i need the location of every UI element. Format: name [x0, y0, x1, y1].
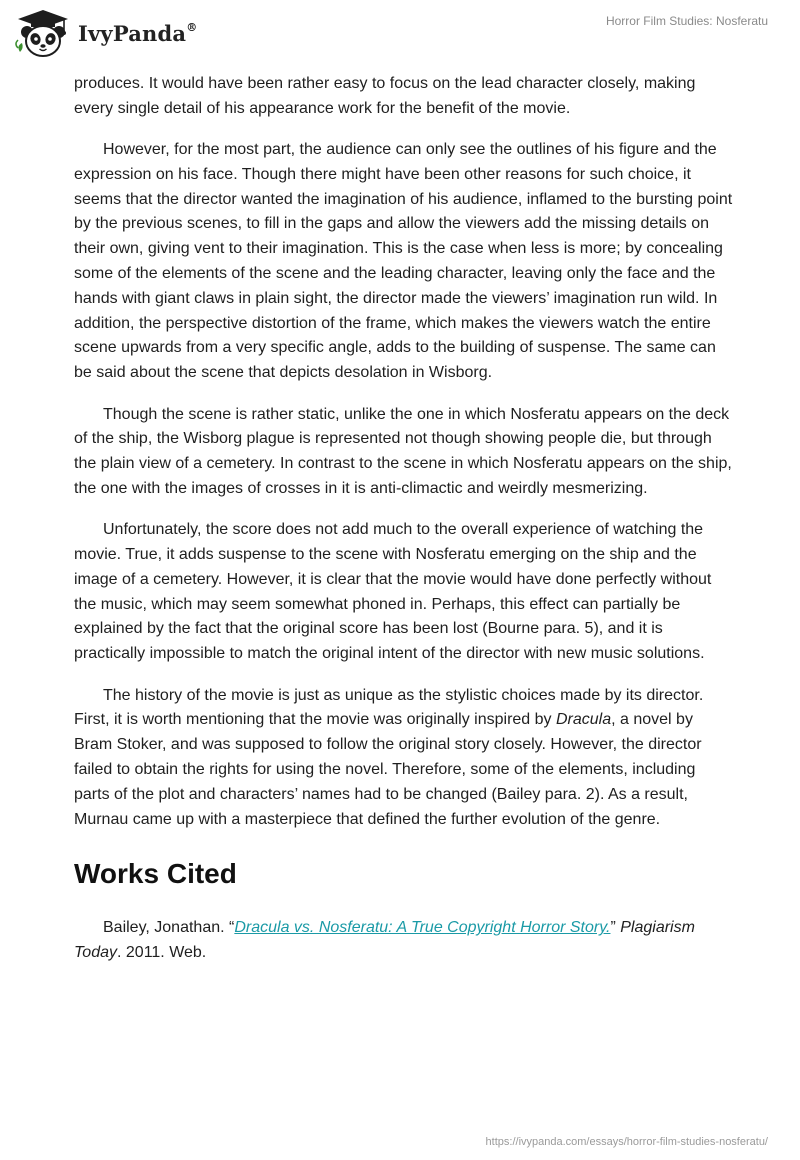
paragraph: produces. It would have been rather easy to focus on the lead character closely, making every single detail of his appearance work for the benefit of the movie.	[74, 75, 696, 117]
paragraph: Though the scene is rather static, unlike the one in which Nosferatu appears on the deck of the ship, the Wisborg plague is represented not though showing people die, but through the plain view of a cemetery. In contrast to the scene in which Nosferatu appears on the ship, the one with the images of crosses in it is anti-climactic and weirdly mesmerizing.	[74, 405, 732, 497]
panda-graduate-icon	[14, 8, 72, 58]
essay-content	[74, 72, 734, 982]
footer-url: https://ivypanda.com/essays/horror-film-studies-nosferatu/	[485, 1136, 768, 1148]
publication-name: Plagiarism Today	[74, 919, 695, 962]
document-title: Horror Film Studies: Nosferatu	[605, 14, 768, 28]
works-cited-heading: Works Cited	[74, 858, 237, 890]
paragraph: The history of the movie is just as unique as the stylistic choices made by its director. First, it is worth mentioning that the movie was originally inspired by Dracula, a novel by Bram Stoker, and was supposed to follow the original story closely. However, the director failed to obtain the rights for using the novel. Therefore, some of the elements, including parts of the plot and characters’ names had to be changed (Bailey para. 2). As a result, Murnau came up with a masterpiece that defined the further evolution of the genre.	[74, 686, 704, 828]
citation-link[interactable]: Dracula vs. Nosferatu: A True Copyright Horror Story.	[234, 919, 611, 937]
ivypanda-logo[interactable]	[14, 9, 197, 57]
page-header	[0, 0, 800, 70]
citation-entry: Bailey, Jonathan. “Dracula vs. Nosferatu: A True Copyright Horror Story.” Plagiarism Today. 2011. Web.	[74, 919, 695, 962]
paragraph: Unfortunately, the score does not add much to the overall experience of watching the movie. True, it adds suspense to the scene with Nosferatu emerging on the ship and the image of a cemetery. However, it is clear that the movie would have done perfectly without the music, which may seem somewhat phoned in. Perhaps, this effect can partially be explained by the fact that the original score has been lost (Bourne para. 5), and it is practically impossible to match the original intent of the director with new music solutions.	[74, 521, 712, 663]
paragraph: However, for the most part, the audience can only see the outlines of his figure and the expression on his face. Though there might have been other reasons for such choice, it seems that the director wanted the imagination of his audience, inflamed to the bursting point by the previous scenes, to fill in the gaps and allow the viewers add the missing details on their own, giving vent to their imagination. This is the case when less is more; by concealing some of the elements of the scene and the leading character, leaving only the face and the hands with giant claws in plain sight, the director made the viewers’ imagination run wild. In addition, the perspective distortion of the frame, which makes the viewers watch the entire scene upwards from a very specific angle, adds to the building of suspense. The same can be said about the scene that depicts desolation in Wisborg.	[74, 141, 733, 382]
brand-name: IvyPanda®	[78, 20, 198, 46]
